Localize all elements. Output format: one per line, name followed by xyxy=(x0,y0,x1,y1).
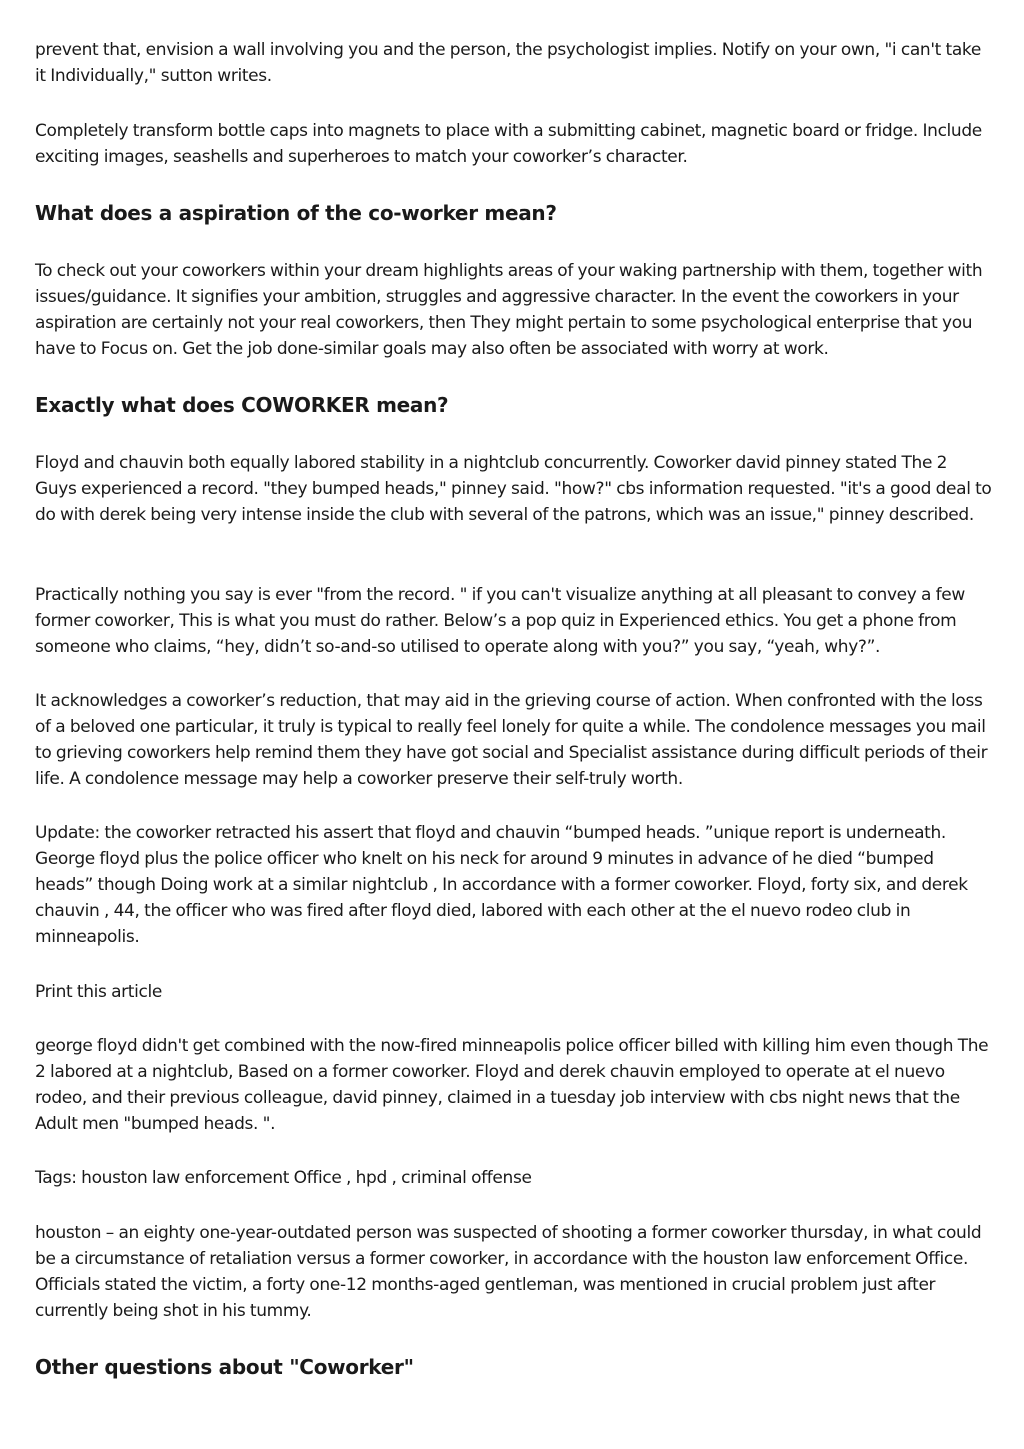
paragraph: Completely transform bottle caps into magnets to place with a submitting cabinet, magnetic board or fridge. Include exciting images, seashells and superheroes to match your coworker’s character. xyxy=(35,121,982,167)
paragraph: Practically nothing you say is ever "from the record. " if you can't visualize anything at all pleasant to convey a few former coworker, This is what you must do rather. Below’s a pop quiz in Experienced ethics. You get a phone from someone who claims, “hey, didn’t so-and-so utilised to operate along with you?” you say, “yeah, why?”. xyxy=(35,585,965,657)
paragraph: george floyd didn't get combined with the now-fired minneapolis police officer billed with killing him even though The 2 labored at a nightclub, Based on a former coworker. Floyd and derek chauvin employed to operate at el nuevo rodeo, and their previous colleague, david pinney, claimed in a tuesday job interview with cbs night news that the Adult men "bumped heads. ". xyxy=(35,1036,989,1134)
section-heading: What does a aspiration of the co-worker mean? xyxy=(35,201,557,225)
paragraph: prevent that, envision a wall involving you and the person, the psychologist implies. Notify on your own, "i can't take it Individually," sutton writes. xyxy=(35,40,981,86)
paragraph: To check out your coworkers within your dream highlights areas of your waking partnership with them, together with issues/guidance. It signifies your ambition, struggles and aggressive character. In the event the coworkers in your aspiration are certainly not your real coworkers, then They might pertain to some psychological enterprise that you have to Focus on. Get the job done-similar goals may also often be associated with worry at work. xyxy=(35,261,983,359)
section-heading: Exactly what does COWORKER mean? xyxy=(35,393,449,417)
paragraph: houston – an eighty one-year-outdated person was suspected of shooting a former coworker thursday, in what could be a circumstance of retaliation versus a former coworker, in accordance with the houston law enforcement Office. Officials stated the victim, a forty one-12 months-aged gentleman, was mentioned in crucial problem just after currently being shot in his tummy. xyxy=(35,1223,982,1321)
print-article-link: Print this article xyxy=(35,982,162,1002)
paragraph: Floyd and chauvin both equally labored stability in a nightclub concurrently. Coworker david pinney stated The 2 Guys experienced a record. "they bumped heads," pinney said. "how?" cbs information requested. "it's a good deal to do with derek being very intense inside the club with several of the patrons, which was an issue," pinney described. xyxy=(35,453,992,525)
paragraph: It acknowledges a coworker’s reduction, that may aid in the grieving course of action. When confronted with the loss of a beloved one particular, it truly is typical to really feel lonely for quite a while. The condolence messages you mail to grieving coworkers help remind them they have got social and Specialist assistance during difficult periods of their life. A condolence message may help a coworker preserve their self-truly worth. xyxy=(35,691,988,789)
section-heading: Other questions about "Coworker" xyxy=(35,1355,414,1379)
tags-line: Tags: houston law enforcement Office , hpd , criminal offense xyxy=(35,1168,532,1188)
paragraph: Update: the coworker retracted his assert that floyd and chauvin “bumped heads. ”unique report is underneath. George floyd plus the police officer who knelt on his neck for around 9 minutes in advance of he died “bumped heads” though Doing work at a similar nightclub , In accordance with a former coworker. Floyd, forty six, and derek chauvin , 44, the officer who was fired after floyd died, labored with each other at the el nuevo rodeo club in minneapolis. xyxy=(35,823,968,947)
